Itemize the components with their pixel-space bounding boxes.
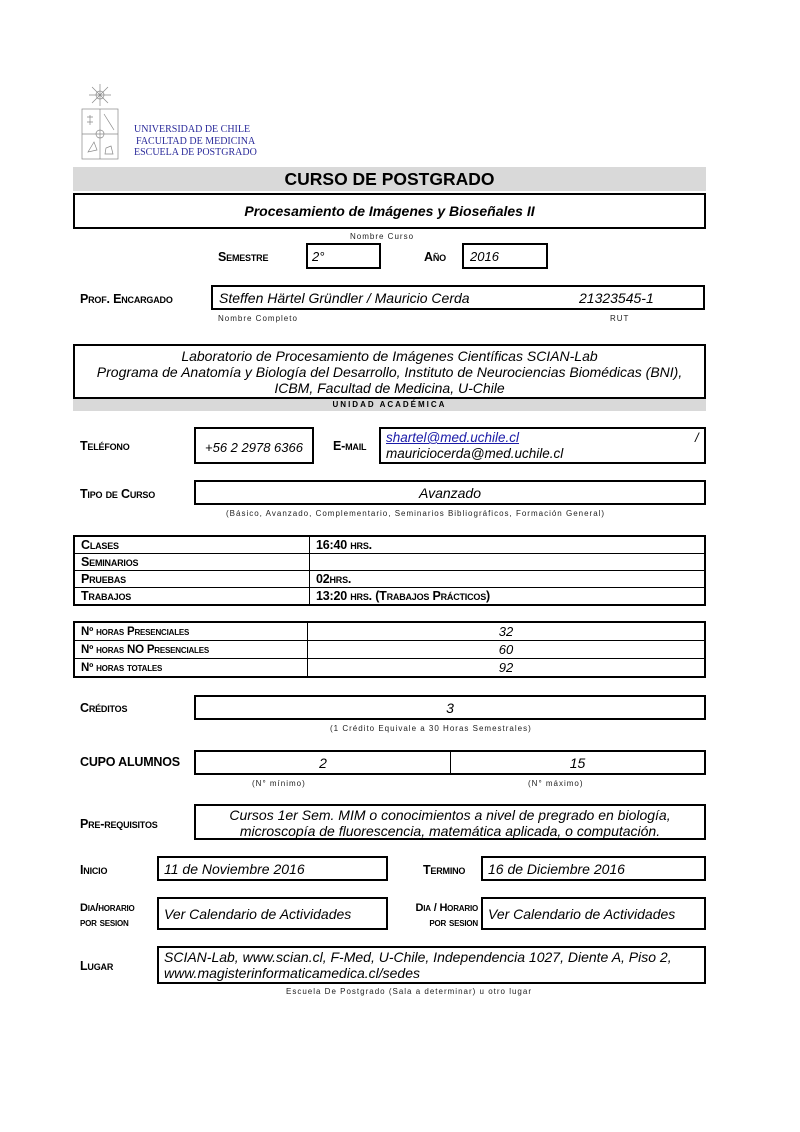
academic-unit-line: Laboratorio de Procesamiento de Imágenes Científicas SCIAN-Lab xyxy=(181,348,598,364)
hours-value[interactable]: 60 xyxy=(308,641,706,659)
schedule-right-label xyxy=(396,901,478,931)
semester-label: Semestre xyxy=(218,250,269,264)
place-line: SCIAN-Lab, www.scian.cl, F-Med, U-Chile, Independencia 1027, Diente A, Piso 2, xyxy=(164,949,672,965)
academic-unit-line: ICBM, Facultad de Medicina, U-Chile xyxy=(274,380,505,396)
table-row xyxy=(74,536,705,554)
email-separator: / xyxy=(695,430,699,445)
schedule-left-label-line: Dia/horario xyxy=(80,902,135,914)
academic-unit-caption: UNIDAD ACADÉMICA xyxy=(73,399,706,411)
quota-min-caption: (N° mínimo) xyxy=(252,779,306,788)
table-row xyxy=(74,641,705,659)
quota-max-caption: (N° máximo) xyxy=(528,779,584,788)
hours-label: Nº horas NO Presenciales xyxy=(74,641,308,659)
prerequisites-line: Cursos 1er Sem. MIM o conocimientos a nivel de pregrado en biología, xyxy=(229,807,671,823)
quota-min-field[interactable]: 2 xyxy=(319,755,327,771)
semester-field[interactable]: 2° xyxy=(312,249,325,264)
credits-field[interactable]: 3 xyxy=(446,700,454,716)
email-label: E-mail xyxy=(333,439,367,453)
schedule-right-label-line: Dia / Horario xyxy=(415,902,478,914)
course-type-caption: (Básico, Avanzado, Complementario, Seminarios Bibliográficos, Formación General) xyxy=(226,509,606,518)
place-caption: Escuela De Postgrado (Sala a determinar) u otro lugar xyxy=(286,987,532,996)
schedule-right-field[interactable]: Ver Calendario de Actividades xyxy=(488,906,676,922)
end-date-field[interactable]: 16 de Diciembre 2016 xyxy=(488,861,625,877)
course-type-label: Tipo de Curso xyxy=(80,487,156,501)
university-crest-icon xyxy=(80,82,120,162)
professor-name-caption: Nombre Completo xyxy=(218,314,298,323)
professor-field[interactable] xyxy=(211,285,705,310)
schedule-left-field[interactable]: Ver Calendario de Actividades xyxy=(164,906,352,922)
phone-label: Teléfono xyxy=(80,439,130,453)
hours-label: Nº horas totales xyxy=(74,659,308,678)
schedule-left-label xyxy=(80,901,135,931)
quota-label: CUPO ALUMNOS xyxy=(80,755,180,769)
prerequisites-field[interactable] xyxy=(194,804,706,840)
activity-label: Pruebas xyxy=(74,571,310,588)
activity-value[interactable]: 13:20 hrs. (Trabajos Prácticos) xyxy=(310,588,706,606)
year-field[interactable]: 2016 xyxy=(470,249,499,264)
email-secondary: mauriciocerda@med.uchile.cl xyxy=(386,446,564,461)
credits-caption: (1 Crédito Equivale a 30 Horas Semestrales) xyxy=(330,724,532,733)
table-row xyxy=(74,571,705,588)
activity-value[interactable] xyxy=(310,554,706,571)
activity-value[interactable]: 16:40 hrs. xyxy=(310,536,706,554)
activity-value[interactable]: 02hrs. xyxy=(310,571,706,588)
quota-max-field[interactable]: 15 xyxy=(569,755,586,771)
credits-label: Créditos xyxy=(80,701,128,715)
faculty-line: FACULTAD DE MEDICINA xyxy=(136,135,256,147)
year-label: Año xyxy=(424,250,446,264)
course-name-caption: Nombre Curso xyxy=(350,232,415,241)
activity-label: Clases xyxy=(74,536,310,554)
activity-label: Seminarios xyxy=(74,554,310,571)
schedule-right-label-line: por sesion xyxy=(429,917,478,929)
email-primary-link[interactable]: shartel@med.uchile.cl xyxy=(386,430,520,445)
hours-table xyxy=(73,621,706,678)
course-name-field[interactable]: Procesamiento de Imágenes y Bioseñales II xyxy=(73,193,706,229)
phone-field[interactable]: +56 2 2978 6366 xyxy=(205,440,303,455)
university-line: UNIVERSIDAD DE CHILE xyxy=(134,124,251,135)
rut-caption: RUT xyxy=(610,314,630,323)
hours-label: Nº horas Presenciales xyxy=(74,622,308,641)
academic-unit-line: Programa de Anatomía y Biología del Desarrollo, Instituto de Neurociencias Biomédicas (BNI), xyxy=(96,364,683,380)
professor-label: Prof. Encargado xyxy=(80,292,173,306)
hours-value[interactable]: 32 xyxy=(308,622,706,641)
professor-name: Steffen Härtel Gründler / Mauricio Cerda xyxy=(219,290,470,306)
email-field[interactable] xyxy=(379,427,706,464)
table-row xyxy=(74,554,705,571)
table-row xyxy=(74,588,705,606)
place-label: Lugar xyxy=(80,959,114,973)
activity-label: Trabajos xyxy=(74,588,310,606)
table-row xyxy=(74,622,705,641)
page-title: CURSO DE POSTGRADO xyxy=(73,167,706,191)
professor-rut: 21323545-1 xyxy=(579,290,654,306)
prerequisites-label: Pre-requisitos xyxy=(80,817,158,831)
school-line: ESCUELA DE POSTGRADO xyxy=(134,147,257,158)
prerequisites-line: microscopía de fluorescencia, matemática aplicada, o computación. xyxy=(239,823,661,839)
table-row xyxy=(74,659,705,678)
place-line: www.magisterinformaticamedica.cl/sedes xyxy=(164,965,420,981)
university-name xyxy=(134,124,257,159)
end-label: Termino xyxy=(423,863,466,877)
start-date-field[interactable]: 11 de Noviembre 2016 xyxy=(164,861,305,877)
schedule-left-label-line: por sesion xyxy=(80,917,129,929)
course-type-field[interactable]: Avanzado xyxy=(418,485,481,501)
place-field[interactable] xyxy=(157,946,706,984)
hours-value[interactable]: 92 xyxy=(308,659,706,678)
activities-table xyxy=(73,535,706,606)
start-label: Inicio xyxy=(80,863,108,877)
academic-unit-field[interactable] xyxy=(73,344,706,399)
